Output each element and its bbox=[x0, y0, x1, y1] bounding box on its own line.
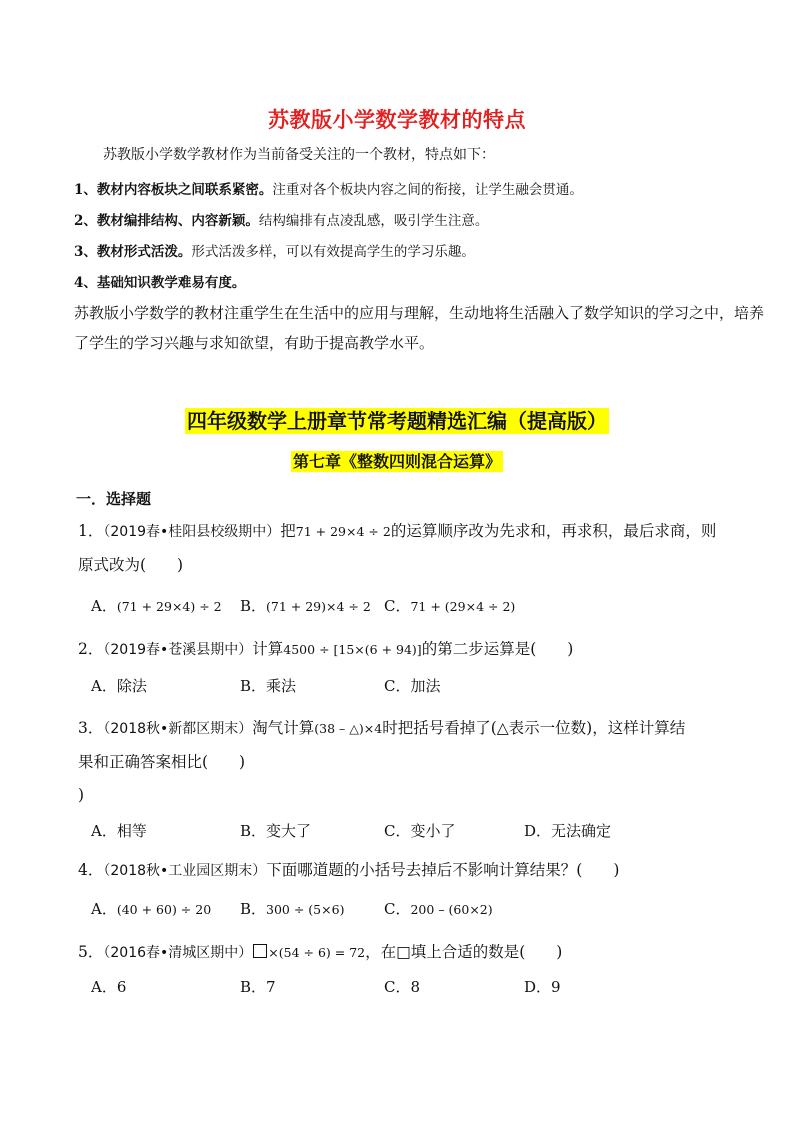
option-c[interactable]: C．加法 bbox=[384, 677, 441, 695]
option-d[interactable]: D．无法确定 bbox=[524, 822, 612, 840]
math-expression: 4500 ÷ [15×(6 + 94)] bbox=[283, 642, 422, 657]
option-b[interactable]: B．7 bbox=[240, 978, 276, 996]
option-b[interactable]: B．300 ÷ (5×6) bbox=[240, 900, 345, 918]
math-expression: ×(54 ÷ 6) = 72 bbox=[268, 945, 366, 960]
summary-line-1: 苏教版小学数学的教材注重学生在生活中的应用与理解，生动地将生活融入了数学知识的学习之中，培养 bbox=[74, 304, 765, 322]
summary-line-2: 了学生的学习兴趣与求知欲望，有助于提高教学水平。 bbox=[74, 334, 435, 352]
option-c[interactable]: C．71 + (29×4 ÷ 2) bbox=[384, 597, 516, 615]
math-expression: 71 + 29×4 ÷ 2 bbox=[295, 524, 391, 539]
question-source: （2016春•清城区期中） bbox=[103, 945, 253, 961]
option-c[interactable]: C．变小了 bbox=[384, 822, 456, 840]
point-number: 4、 bbox=[74, 275, 97, 291]
question-3: 3．（2018秋•新都区期末）淘气计算(38 – △)×4时把括号看掉了(△表示一位数)，这样计算结 bbox=[78, 719, 686, 737]
point-body: 结构编排有点凌乱感，吸引学生注意。 bbox=[258, 213, 489, 229]
question-source: （2018秋•新都区期末） bbox=[103, 721, 253, 737]
option-b[interactable]: B．变大了 bbox=[240, 822, 312, 840]
exam-title: 四年级数学上册章节常考题精选汇编（提高版） bbox=[187, 409, 607, 433]
option-d[interactable]: D．9 bbox=[524, 978, 561, 996]
feature-point-2 bbox=[74, 209, 488, 229]
question-source: （2019春•苍溪县期中） bbox=[103, 642, 253, 658]
math-expression: (38 – △)×4 bbox=[314, 721, 383, 736]
feature-point-4 bbox=[74, 271, 245, 291]
section-heading: 一．选择题 bbox=[76, 490, 152, 508]
point-number: 1、 bbox=[74, 182, 97, 198]
question-3-line-3: ) bbox=[78, 786, 85, 804]
point-body: 注重对各个板块内容之间的衔接，让学生融会贯通。 bbox=[272, 182, 583, 198]
option-b[interactable]: B．乘法 bbox=[240, 677, 297, 695]
feature-point-3 bbox=[74, 240, 475, 260]
question-1-line-2: 原式改为( ) bbox=[78, 556, 184, 574]
point-heading: 基础知识教学难易有度。 bbox=[96, 275, 246, 291]
question-5: 5．（2016春•清城区期中） ×(54 ÷ 6) = 72，在□填上合适的数是( ) bbox=[78, 943, 563, 961]
question-3-line-2: 果和正确答案相比( ) bbox=[78, 753, 246, 771]
question-source: （2019春•桂阳县校级期中） bbox=[103, 524, 281, 540]
option-a[interactable]: A．(40 + 60) ÷ 20 bbox=[91, 900, 212, 918]
point-body: 形式活泼多样，可以有效提高学生的学习乐趣。 bbox=[191, 244, 475, 260]
option-a[interactable]: A．除法 bbox=[91, 677, 147, 695]
question-1: 1．（2019春•桂阳县校级期中）把71 + 29×4 ÷ 2的运算顺序改为先求和，再求积，最后求商，则 bbox=[78, 522, 717, 540]
document-title: 苏教版小学数学教材的特点 bbox=[268, 108, 526, 132]
question-2: 2．（2019春•苍溪县期中）计算4500 ÷ [15×(6 + 94)]的第二步运算是( ) bbox=[78, 640, 574, 658]
chapter-title: 第七章《整数四则混合运算》 bbox=[292, 452, 501, 471]
point-heading: 教材内容板块之间联系紧密。 bbox=[96, 182, 273, 198]
point-heading: 教材形式活泼。 bbox=[96, 244, 192, 260]
point-number: 3、 bbox=[74, 244, 97, 260]
option-c[interactable]: C．8 bbox=[384, 978, 421, 996]
intro-text: 苏教版小学数学教材作为当前备受关注的一个教材，特点如下： bbox=[103, 147, 495, 163]
question-4: 4．（2018秋•工业园区期末）下面哪道题的小括号去掉后不影响计算结果？( ) bbox=[78, 861, 620, 879]
option-a[interactable]: A．6 bbox=[91, 978, 127, 996]
feature-point-1 bbox=[74, 178, 583, 198]
option-b[interactable]: B．(71 + 29)×4 ÷ 2 bbox=[240, 597, 371, 615]
option-a[interactable]: A．(71 + 29×4) ÷ 2 bbox=[91, 597, 222, 615]
option-a[interactable]: A．相等 bbox=[91, 822, 147, 840]
option-c[interactable]: C．200 – (60×2) bbox=[384, 900, 493, 918]
question-source: （2018秋•工业园区期末） bbox=[103, 863, 267, 879]
blank-square-icon bbox=[253, 944, 267, 958]
point-number: 2、 bbox=[74, 213, 97, 229]
point-heading: 教材编排结构、内容新颖。 bbox=[96, 213, 259, 229]
